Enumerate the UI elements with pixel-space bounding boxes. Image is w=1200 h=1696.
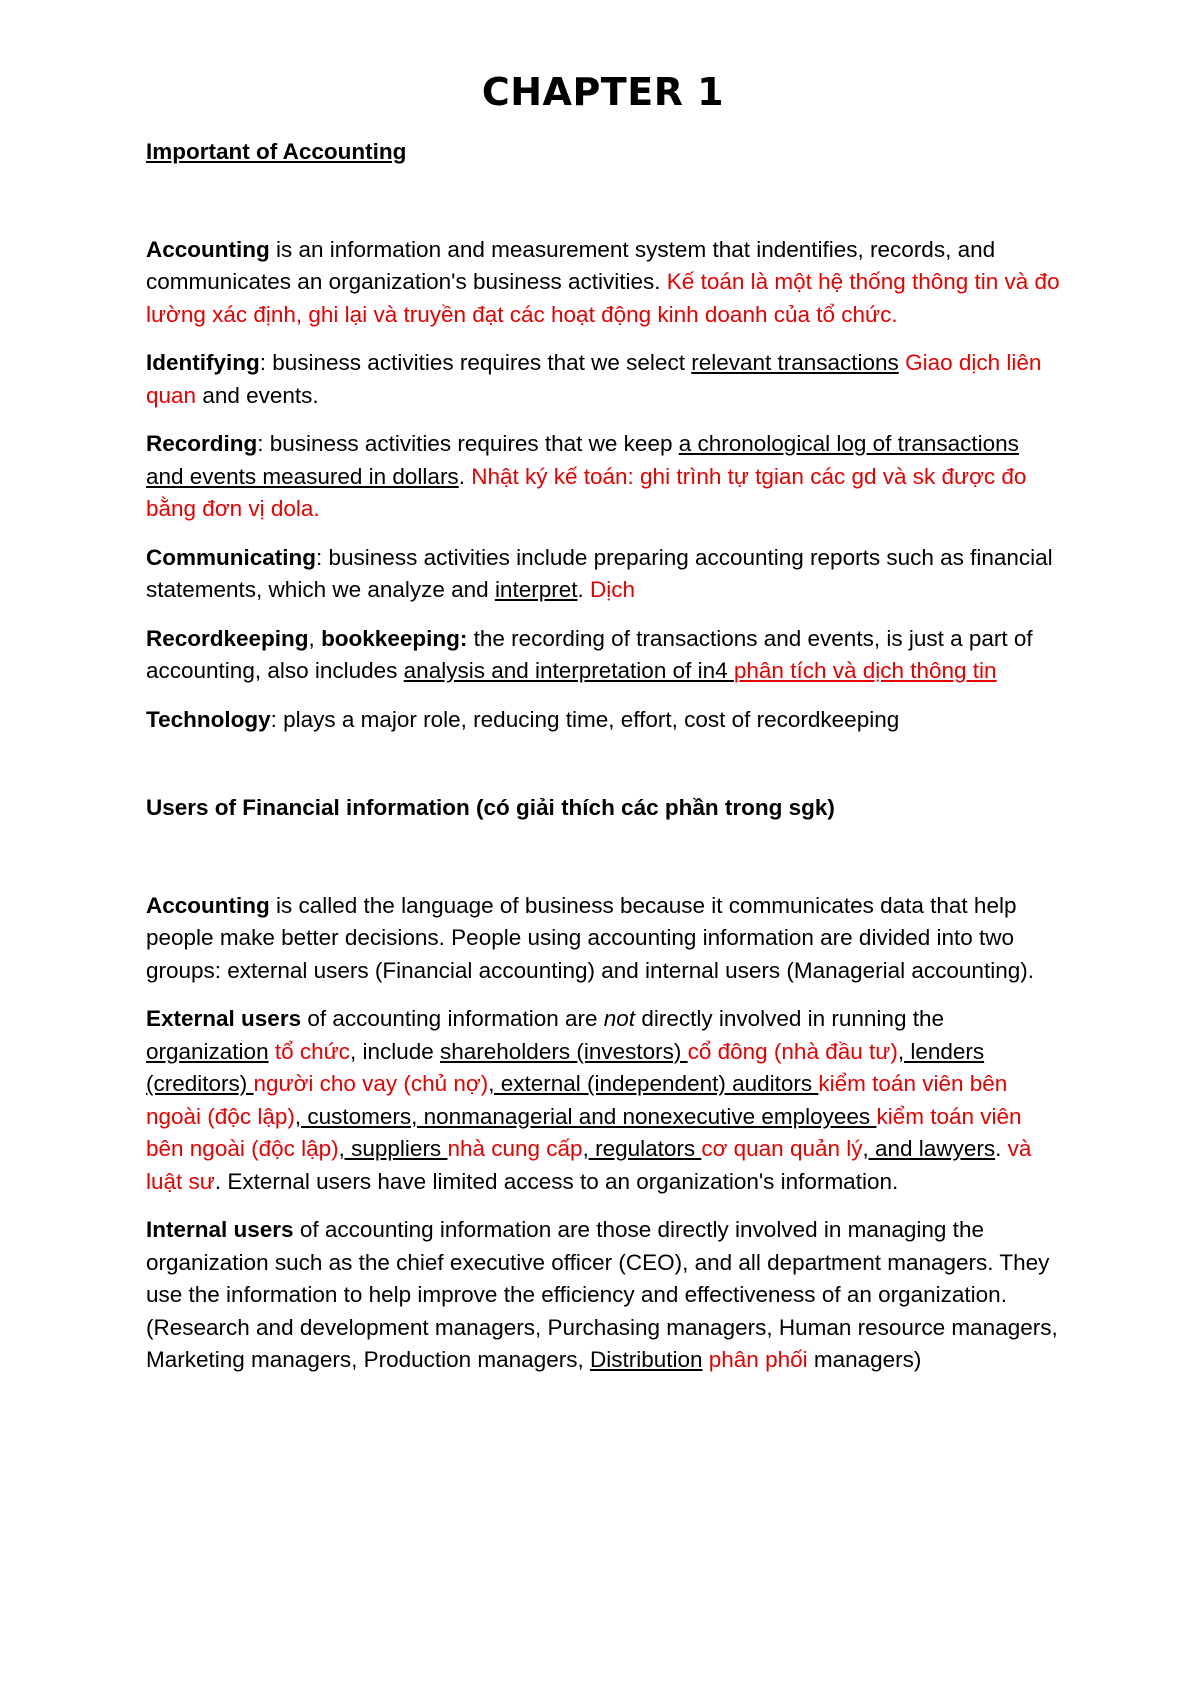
- underlined-phrase: shareholders (investors): [440, 1038, 688, 1064]
- vietnamese-note: và luật sư: [146, 1136, 1032, 1194]
- term: Recordkeeping: [146, 625, 309, 651]
- separator: ,: [308, 625, 322, 651]
- underlined-phrase: analysis and interpretation of in4: [403, 658, 734, 683]
- text: . External users have limited access to an organization's information.: [214, 1168, 899, 1194]
- emphasis: not: [603, 1006, 636, 1031]
- paragraph-recording: [146, 428, 1060, 526]
- underlined-phrase: relevant transactions: [691, 350, 899, 375]
- text: : business activities requires that we select: [259, 350, 692, 375]
- paragraph-internal-users: [146, 1214, 1060, 1377]
- vietnamese-note: kiểm toán viên bên ngoài (độc lập): [146, 1071, 1008, 1129]
- text: is called the language of business because it communicates data that help people make better decisions. People using accounting information are divided into two groups: external users (Financial accounting) and internal users (Managerial accounting).: [146, 892, 1034, 983]
- paragraph-identifying: [146, 347, 1060, 412]
- vietnamese-note: Nhật ký kế toán: ghi trình tự tgian các gd và sk được đo bằng đơn vị dola.: [146, 463, 1027, 521]
- term: Internal users: [146, 1217, 294, 1242]
- paragraph-accounting-language: [146, 890, 1060, 988]
- text: .: [577, 577, 590, 602]
- text: managers): [807, 1347, 922, 1372]
- term: Accounting: [146, 892, 270, 918]
- vietnamese-note: Kế toán là một hệ thống thông tin và đo lường xác định, ghi lại và truyền đạt các hoạt động kinh doanh của tổ chức.: [146, 269, 1060, 327]
- text: and events.: [196, 382, 319, 408]
- paragraph-communicating: [146, 542, 1060, 607]
- text: .: [458, 463, 472, 489]
- underlined-phrase: a chronological log of transactions and events measured in dollars: [146, 431, 1019, 489]
- underlined-phrase: , and lawyers: [862, 1136, 996, 1161]
- underlined-phrase: , customers, nonmanagerial and nonexecutive employees: [294, 1103, 877, 1129]
- underlined-phrase: , regulators: [582, 1136, 702, 1161]
- text: the recording of transactions and events, is just a part of accounting, also includes: [146, 625, 1033, 683]
- underlined-phrase: interpret: [494, 577, 578, 602]
- text: : business activities include preparing accounting reports such as financial statements, which we analyze and: [146, 544, 1053, 602]
- term: Communicating: [146, 544, 317, 570]
- vietnamese-note: phân phối: [702, 1347, 808, 1372]
- term: Technology: [146, 706, 271, 732]
- text: : business activities requires that we keep: [257, 431, 679, 456]
- spacer: [146, 169, 1060, 234]
- vietnamese-note: nhà cung cấp: [447, 1136, 583, 1161]
- vietnamese-note: Giao dịch liên quan: [146, 350, 1042, 408]
- term: Identifying: [146, 350, 260, 375]
- vietnamese-note: người cho vay (chủ nợ): [253, 1071, 489, 1096]
- text: : plays a major role, reducing time, effort, cost of recordkeeping: [270, 706, 900, 732]
- vietnamese-note: phân tích và dịch thông tin: [733, 658, 997, 683]
- underlined-phrase: , suppliers: [338, 1136, 448, 1161]
- paragraph-technology: [146, 704, 1060, 737]
- section-heading-users: Users of Financial information (có giải thích các phần trong sgk): [146, 795, 835, 820]
- underlined-phrase: Distribution: [589, 1347, 703, 1372]
- vietnamese-note: cơ quan quản lý: [701, 1136, 863, 1161]
- vietnamese-note: tổ chức: [268, 1038, 350, 1064]
- text: of accounting information are those directly involved in managing the organization such as the chief executive officer (CEO), and all department managers. They use the information to help improve the efficiency and effectiveness of an organization. (Research and development managers, Purchasing managers, Human resource managers, Marketing managers, Production managers,: [146, 1217, 1058, 1372]
- text: , include: [349, 1038, 440, 1064]
- text: of accounting information are: [301, 1006, 604, 1031]
- chapter-title: CHAPTER 1: [481, 70, 725, 114]
- underlined-phrase: , lenders (creditors): [146, 1038, 985, 1096]
- term: External users: [146, 1006, 302, 1031]
- vietnamese-note: cổ đông (nhà đầu tư): [687, 1038, 898, 1064]
- paragraph-accounting-definition: [146, 234, 1060, 332]
- spacer: [146, 752, 1060, 792]
- vietnamese-note: kiểm toán viên bên ngoài (độc lập): [146, 1103, 1022, 1161]
- section-heading-importance: Important of Accounting: [146, 139, 407, 164]
- vietnamese-note: Dịch: [590, 577, 636, 602]
- text: .: [995, 1136, 1008, 1161]
- paragraph-external-users: [146, 1003, 1060, 1198]
- text: is an information and measurement system that indentifies, records, and communicates an organization's business activities.: [146, 236, 996, 294]
- paragraph-recordkeeping: [146, 623, 1060, 688]
- spacer: [146, 825, 1060, 890]
- text: directly involved in running the: [635, 1006, 944, 1031]
- term: Recording: [146, 431, 258, 456]
- underlined-phrase: organization: [146, 1038, 269, 1064]
- term: Accounting: [146, 236, 270, 262]
- underlined-phrase: , external (independent) auditors: [488, 1071, 819, 1096]
- term: bookkeeping:: [321, 625, 468, 651]
